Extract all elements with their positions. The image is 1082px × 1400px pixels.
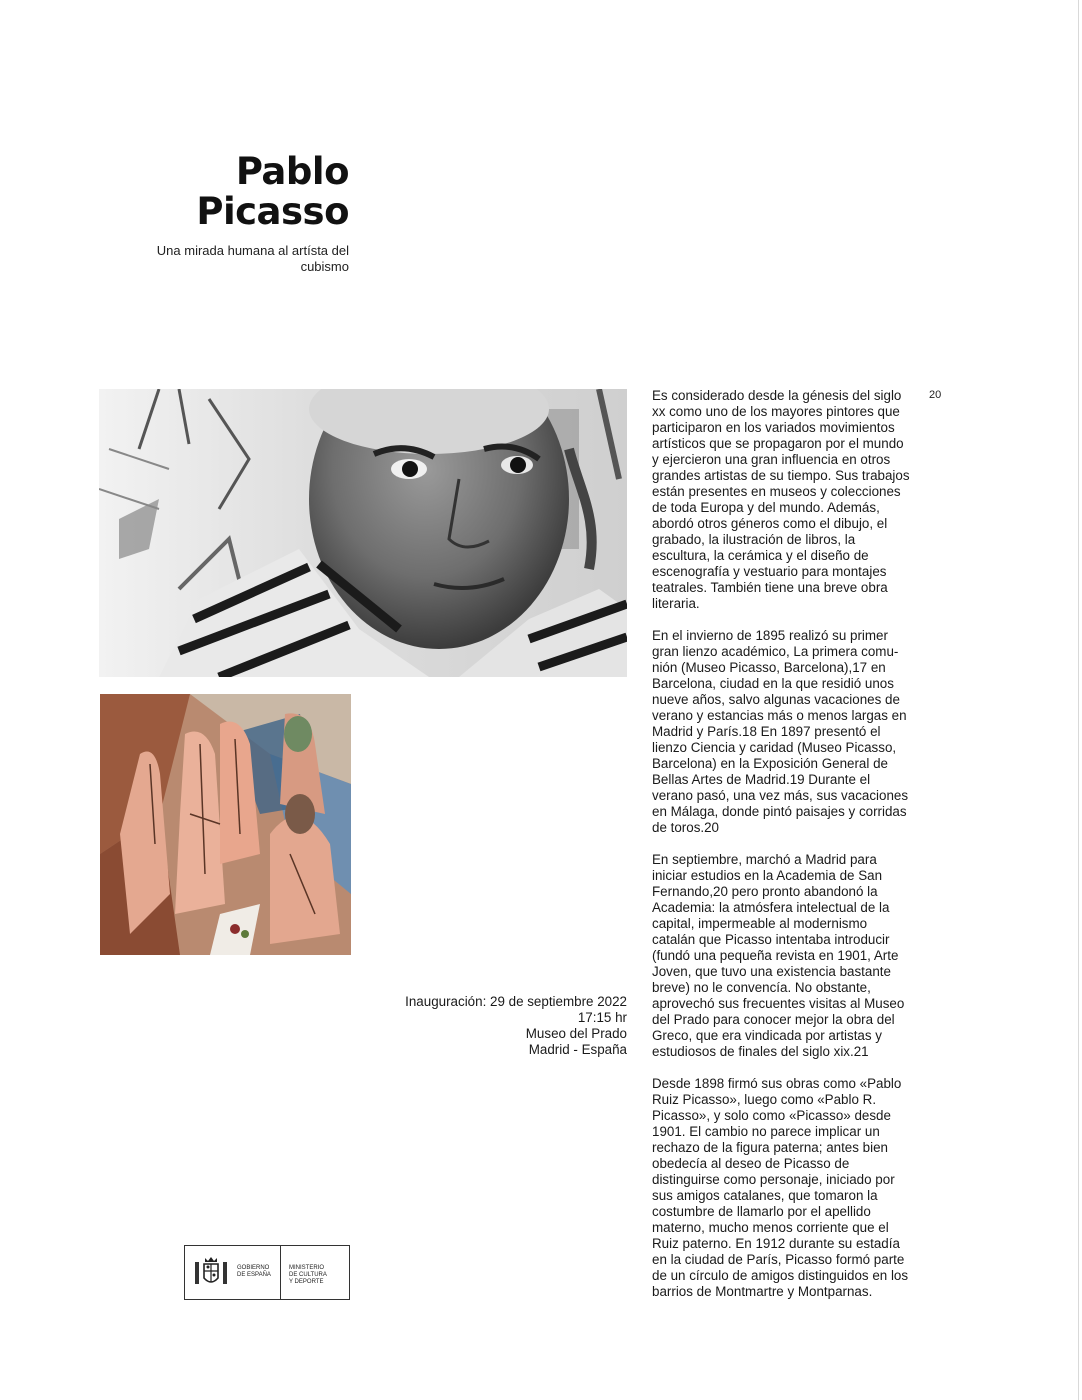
logo-ministerio-line-1: MINISTERIO: [289, 1265, 325, 1271]
logo-gobierno-text: [237, 1265, 271, 1279]
paragraph-signature: Desde 1898 firmó sus obras como «Pablo Ruiz Picasso», luego como «Pablo R. Picasso», y solo como «Picasso» desde 1901. El cambio no parece implicar un rechazo de la figura paterna; antes bien obedecía al deseo de Picasso de distinguirse como personaje, iniciado por sus amigos catalanes, que tomaron la costumbre de llamarlo por el apellido materno, mucho menos corriente que el Ruiz paterno. En 1912 durante su estadía en la ciudad de París, Picasso formó parte de un círculo de amigos distinguidos en los barrios de Montmartre y Montparnas.: [652, 1076, 909, 1299]
page-number: 20: [929, 389, 942, 401]
logo-ministerio-line-2: DE CULTURA: [289, 1272, 327, 1278]
page-subtitle: Una mirada humana al artísta del cubismo: [156, 243, 349, 274]
cubist-painting-image: [100, 694, 351, 955]
page-title: [196, 152, 349, 232]
event-venue: Museo del Prado: [525, 1026, 627, 1041]
logo-divider: [280, 1246, 281, 1299]
event-city: Madrid - España: [528, 1042, 627, 1057]
government-logo: [184, 1245, 350, 1300]
picasso-portrait-photo: [99, 389, 627, 677]
event-time: 17:15 hr: [577, 1010, 627, 1025]
event-inauguration-date: Inauguración: 29 de septiembre 2022: [405, 994, 627, 1009]
page-edge-line: [1078, 0, 1079, 1400]
coat-of-arms-icon: [193, 1254, 229, 1290]
title-line-first: Pablo: [235, 150, 349, 193]
logo-ministerio-text: [289, 1265, 327, 1286]
paragraph-madrid: En septiembre, marchó a Madrid para iniciar estudios en la Academia de San Fernando,20 pero pronto abandonó la Academia: la atmósfera intelectual de la capital, impermeable al modernismo catalán que Picasso intentaba introducir (fundó una pequeña revista en 1901, Arte Joven, que tuvo una existencia bastante breve) no le convencía. No obstante, aprovechó sus frecuentes visitas al Museo del Prado para conocer mejor la obra del Greco, que era vindicada por artistas y estudiosos de finales del siglo xix.21: [652, 852, 905, 1059]
paragraph-1895: En el invierno de 1895 realizó su primer gran lienzo académico, La primera comu- nión (Museo Picasso, Barcelona),17 en Barcelona, ciudad en la que residió unos nueve años, salvo algunas vacaciones de verano y estancias más o menos largas en Madrid y París.18 En 1897 presentó el lienzo Ciencia y caridad (Museo Picasso, Barcelona) en la Exposición General de Bellas Artes de Madrid.19 Durante el verano pasó, una vez más, sus vacaciones en Málaga, donde pintó paisajes y corridas de toros.20: [652, 628, 909, 835]
logo-gobierno-line-2: DE ESPAÑA: [237, 1272, 271, 1278]
logo-gobierno-line-1: GOBIERNO: [237, 1265, 270, 1271]
logo-ministerio-line-3: Y DEPORTE: [289, 1279, 324, 1285]
article-body: [652, 388, 910, 1316]
title-line-last: Picasso: [196, 190, 349, 233]
paragraph-intro: Es considerado desde la génesis del siglo xx como uno de los mayores pintores que participaron en los variados movimientos artísticos que se propagaron por el mundo y ejercieron una gran influencia en otros grandes artistas de su tiempo. Sus trabajos están presentes en museos y colecciones de toda Europa y del mundo. Además, abordó otros géneros como el dibujo, el grabado, la ilustración de libros, la escultura, la cerámica y el diseño de escenografía y vestuario para montajes teatrales. También tiene una breve obra literaria.: [652, 388, 910, 611]
event-info: [405, 994, 627, 1058]
